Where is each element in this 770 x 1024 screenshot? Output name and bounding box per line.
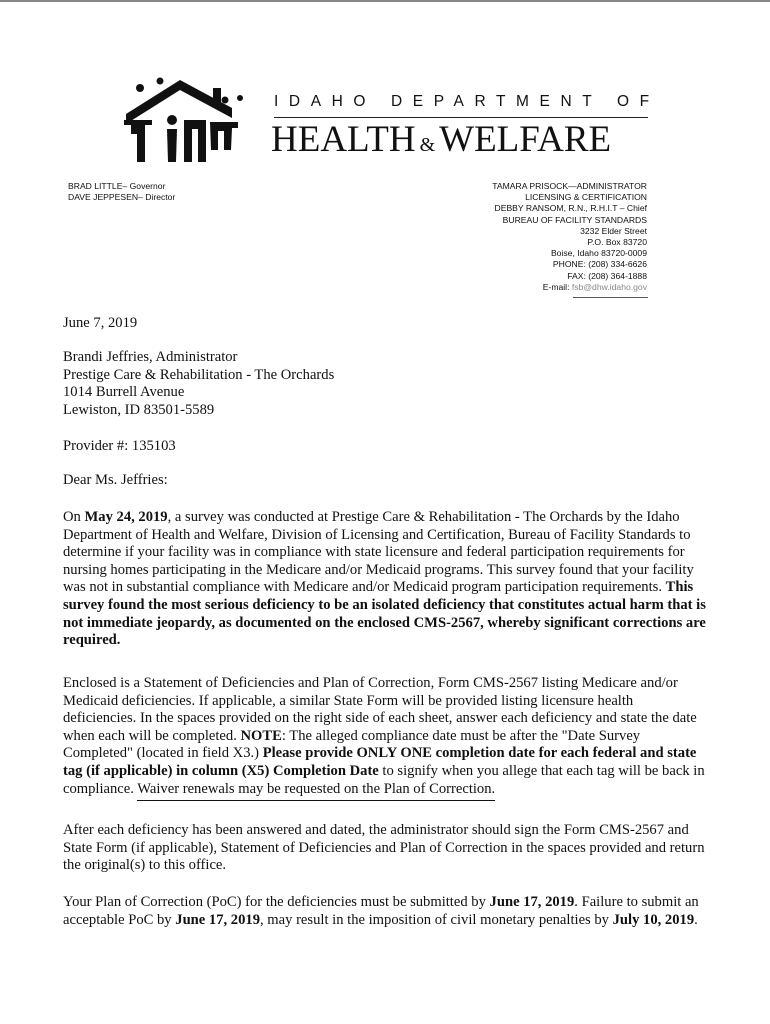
recipient-city: Lewiston, ID 83501-5589 (63, 401, 215, 418)
provider-number: Provider #: 135103 (63, 438, 176, 454)
paragraph-poc-deadline: Your Plan of Correction (PoC) for the deficiencies must be submitted by June 17, 2019. Failure to submit an acceptable PoC by June 17, 2019, may result in the imposition of civil monetary penalties by July 10, 2019. (63, 894, 699, 928)
paragraph-enclosures: Enclosed is a Statement of Deficiencies and Plan of Correction, Form CMS-2567 listing Medicare and/or Medicaid deficiencies. If applicable, a similar State Form will be provided listing licensure health deficiencies. In the spaces provided on the right side of each sheet, answer each deficiency and state the date when each will be completed. NOTE: The alleged compliance date must be after the "Date Survey Completed" (located in field X3.) Please provide ONLY ONE completion date for each federal and state tag (if applicable) in column (X5) Completion Date to signify when you allege that each tag will be back in compliance. Waiver renewals may be requested on the Plan of Correction. (63, 675, 707, 798)
agency-name (271, 117, 611, 168)
recipient-facility: Prestige Care & Rehabilitation - The Orchards (63, 366, 335, 383)
city-line: Boise, Idaho 83720-0009 (550, 248, 647, 259)
email-link[interactable]: fsb@dhw.idaho.gov (571, 281, 647, 292)
director-line: DAVE JEPPESEN– Director (68, 192, 176, 203)
page-top-border (0, 0, 770, 2)
fax-line: FAX: (208) 364-1888 (567, 270, 647, 281)
phone-line: PHONE: (208) 334-6626 (552, 259, 647, 270)
penalty-date: July 10, 2019 (612, 911, 695, 928)
email-underline (573, 297, 648, 298)
chief-line: DEBBY RANSOM, R.N., R.H.I.T – Chief (494, 203, 647, 214)
street-line: 3232 Elder Street (580, 225, 647, 236)
bureau-contact-block (492, 181, 647, 293)
family-house-logo-icon (118, 74, 244, 164)
administrator-line: TAMARA PRISOCK—ADMINISTRATOR (492, 181, 647, 191)
licensing-line: LICENSING & CERTIFICATION (525, 192, 647, 203)
officials-left (68, 181, 175, 203)
recipient-name: Brandi Jeffries, Administrator (63, 349, 238, 365)
department-line: IDAHO DEPARTMENT OF (274, 93, 660, 110)
bureau-line: BUREAU OF FACILITY STANDARDS (502, 214, 647, 225)
waiver-renewal-note: Waiver renewals may be requested on the Plan of Correction. (137, 781, 495, 801)
salutation: Dear Ms. Jeffries: (63, 472, 168, 488)
governor-line: BRAD LITTLE– Governor (68, 181, 166, 191)
recipient-street: 1014 Burrell Avenue (63, 384, 185, 401)
recipient-address (63, 349, 707, 419)
deficiency-finding: This survey found the most serious deficiency to be an isolated deficiency that constitutes actual harm that is not immediate jeopardy, as documented on the enclosed CMS-2567, whereby significant corrections are required. (63, 579, 706, 649)
agency-name-health: HEALTH (271, 119, 416, 160)
email-label: E-mail: (542, 281, 570, 292)
survey-date: May 24, 2019 (84, 509, 168, 525)
completion-date-instruction: Please provide ONLY ONE completion date for each federal and state tag (if applicable) in column (X5) Completion Date (63, 745, 697, 779)
letter-date: June 7, 2019 (63, 315, 138, 331)
po-box-line: P.O. Box 83720 (587, 237, 647, 248)
email-line (492, 282, 647, 293)
paragraph-survey: On May 24, 2019, a survey was conducted at Prestige Care & Rehabilitation - The Orchards by the Idaho Department of Health and Welfare, Division of Licensing and Certification, Bureau of Facility Standards to determine if your facility was in compliance with state licensure and federal participation requirements for nursing homes participating in the Medicare and/or Medicaid programs. This survey found that your facility was not in substantial compliance with Medicare and/or Medicaid program participation requirements. This survey found the most serious deficiency to be an isolated deficiency that constitutes actual harm that is not immediate jeopardy, as documented on the enclosed CMS-2567, whereby significant corrections are required. (63, 509, 706, 649)
paragraph-signing: After each deficiency has been answered and dated, the administrator should sign the Form CMS-2567 and State Form (if applicable), Statement of Deficiencies and Plan of Correction in the spaces provided and return the original(s) to this office. (63, 822, 705, 874)
agency-name-welfare: WELFARE (439, 119, 612, 160)
note-label: NOTE (240, 727, 282, 744)
agency-ampersand: & (419, 134, 436, 156)
poc-due-date-repeat: June 17, 2019 (175, 911, 260, 928)
poc-due-date: June 17, 2019 (489, 894, 575, 910)
